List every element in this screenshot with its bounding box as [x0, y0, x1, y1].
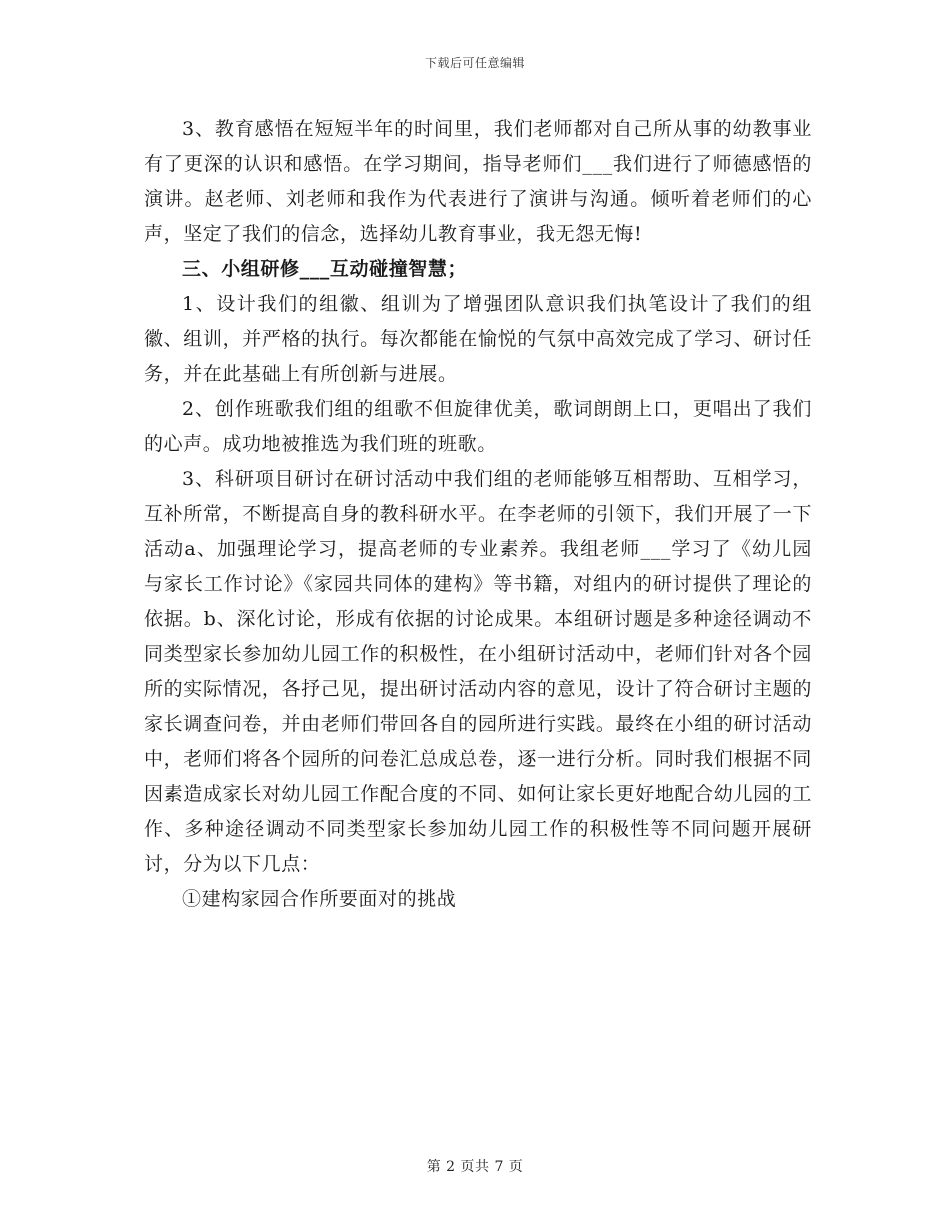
paragraph-research-project: 3、科研项目研讨在研讨活动中我们组的老师能够互相帮助、互相学习，互补所常，不断提高自身的教科研水平。在李老师的引领下，我们开展了一下活动a、加强理论学习，提高老师的专业素养。我组老师___学习了《幼儿园与家长工作讨论》《家园共同体的建构》等书籍，对组内的研讨提供了理论的依据。b、深化讨论，形成有依据的讨论成果。本组研讨题是多种途径调动不同类型家长参加幼儿园工作的积极性，在小组研讨活动中，老师们针对各个园所的实际情况，各抒己见，提出研讨活动内容的意见，设计了符合研讨主题的家长调查问卷，并由老师们带回各自的园所进行实践。最终在小组的研讨活动中，老师们将各个园所的问卷汇总成总卷，逐一进行分析。同时我们根据不同因素造成家长对幼儿园工作配合度的不同、如何让家长更好地配合幼儿园的工作、多种途径调动不同类型家长参加幼儿园工作的积极性等不同问题开展研讨，分为以下几点： — [144, 468, 812, 875]
page-header-note: 下载后可任意编辑 — [424, 56, 525, 70]
paragraph-education-insight: 3、教育感悟在短短半年的时间里，我们老师都对自己所从事的幼教事业有了更深的认识和感悟。在学习期间，指导老师们___我们进行了师德感悟的演讲。赵老师、刘老师和我作为代表进行了演讲与沟通。倾听着老师们的心声，坚定了我们的信念，选择幼儿教育事业，我无怨无悔! — [144, 118, 812, 245]
paragraph-class-song: 2、创作班歌我们组的组歌不但旋律优美，歌词朗朗上口，更唱出了我们的心声。成功地被推选为我们班的班歌。 — [144, 398, 812, 455]
list-item-challenge: ①建构家园合作所要面对的挑战 — [182, 888, 457, 910]
section-heading-group-study: 三、小组研修___互动碰撞智慧； — [182, 258, 468, 280]
paragraph-group-emblem: 1、设计我们的组徽、组训为了增强团队意识我们执笔设计了我们的组徽、组训，并严格的执行。每次都能在愉悦的气氛中高效完成了学习、研讨任务，并在此基础上有所创新与进展。 — [144, 293, 812, 385]
document-body — [144, 112, 812, 917]
page-number: 第 2 页共 7 页 — [426, 1159, 524, 1175]
